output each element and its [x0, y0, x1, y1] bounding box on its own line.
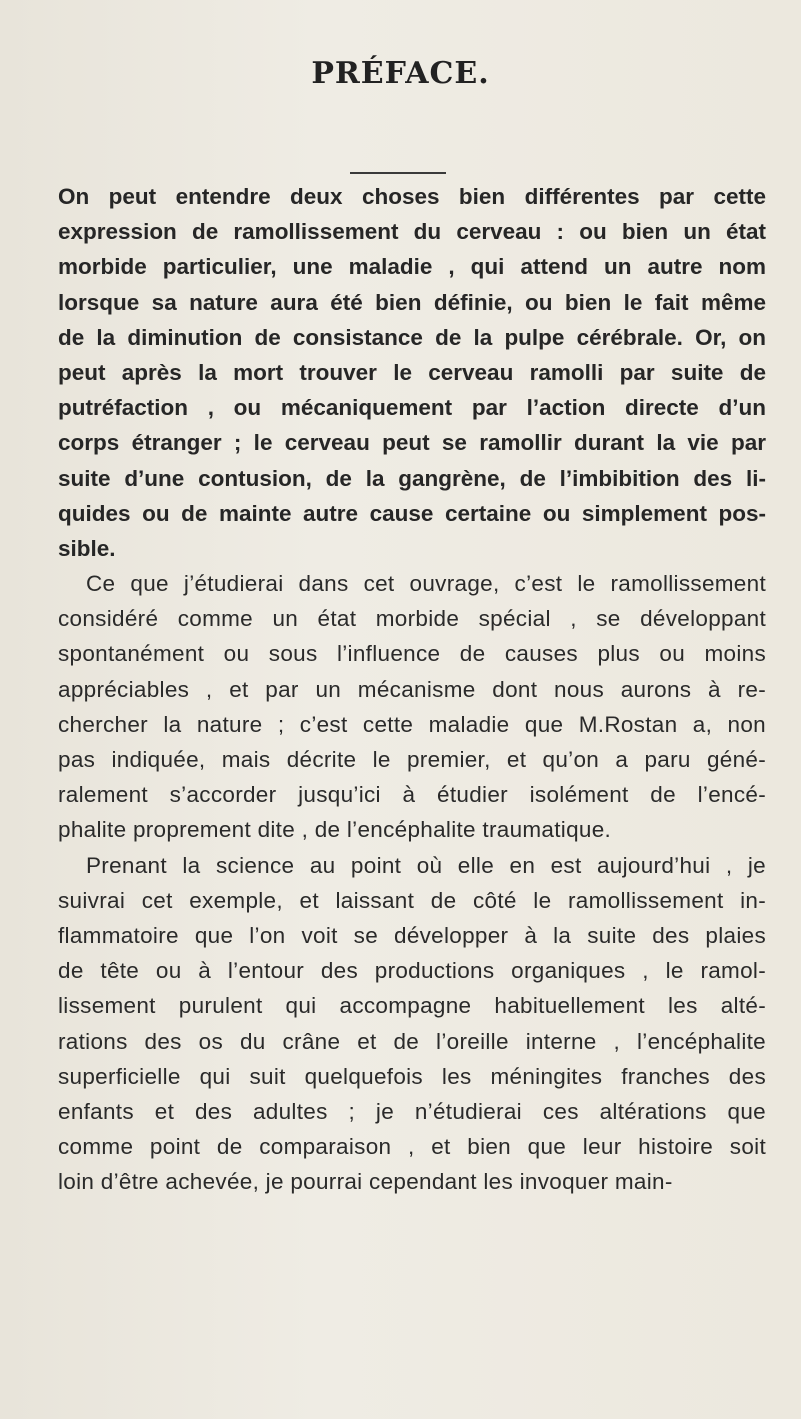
- paragraph-3-line: superficielle qui suit quelquefois les méningites franches des: [58, 1063, 766, 1089]
- paragraph-3-line: rations des os du crâne et de l’oreille interne , l’encéphalite: [58, 1028, 766, 1054]
- paragraph-2-line: pas indiquée, mais décrite le premier, et qu’on a paru géné-: [58, 747, 766, 772]
- paragraph-1-line: de la diminution de consistance de la pulpe cérébrale. Or, on: [58, 324, 766, 350]
- body-text: [58, 179, 766, 1199]
- paragraph-2-line: considéré comme un état morbide spécial , se développant: [58, 606, 766, 632]
- paragraph-3-line: flammatoire que l’on voit se développer à la suite des plaies: [58, 922, 766, 948]
- paragraph-3-line: enfants et des adultes ; je n’étudierai ces altérations que: [58, 1098, 766, 1124]
- paragraph-1-line: quides ou de mainte autre cause certaine ou simplement pos-: [58, 500, 766, 526]
- paragraph-1-line: suite d’une contusion, de la gangrène, de l’imbibition des li-: [58, 465, 766, 491]
- paragraph-3-line: comme point de comparaison , et bien que leur histoire soit: [58, 1134, 766, 1160]
- paragraph-1-line: sible.: [58, 535, 116, 561]
- paragraph-2-line: Ce que j’étudierai dans cet ouvrage, c’est le ramollissement: [86, 571, 766, 597]
- paragraph-1-line: morbide particulier, une maladie , qui attend un autre nom: [58, 254, 766, 280]
- page-title: PRÉFACE.: [311, 56, 490, 91]
- paragraph-1-line: lorsque sa nature aura été bien définie, ou bien le fait même: [58, 289, 766, 315]
- paragraph-1-line: On peut entendre deux choses bien différentes par cette: [58, 184, 766, 209]
- paragraph-1-line: corps étranger ; le cerveau peut se ramollir durant la vie par: [58, 430, 766, 456]
- paragraph-2-line: phalite proprement dite , de l’encéphalite traumatique.: [58, 817, 612, 843]
- paragraph-2-line: spontanément ou sous l’influence de causes plus ou moins: [58, 641, 766, 667]
- paragraph-3-line: suivrai cet exemple, et laissant de côté le ramollissement in-: [58, 887, 766, 913]
- paragraph-3-line: lissement purulent qui accompagne habituellement les alté-: [58, 993, 766, 1019]
- paragraph-2-line: ralement s’accorder jusqu’ici à étudier isolément de l’encé-: [58, 782, 766, 808]
- paragraph-2-line: chercher la nature ; c’est cette maladie que M.Rostan a, non: [58, 711, 766, 737]
- paragraph-1-line: peut après la mort trouver le cerveau ramolli par suite de: [58, 359, 766, 385]
- paragraph-3-line: Prenant la science au point où elle en est aujourd’hui , je: [86, 852, 766, 878]
- paragraph-2-line: appréciables , et par un mécanisme dont nous aurons à re-: [58, 676, 766, 702]
- paragraph-1-line: putréfaction , ou mécaniquement par l’action directe d’un: [58, 395, 766, 421]
- paragraph-1-line: expression de ramollissement du cerveau : ou bien un état: [58, 219, 766, 245]
- paragraph-3-line: loin d’être achevée, je pourrai cependant les invoquer main-: [58, 1169, 673, 1195]
- title-divider: [350, 172, 446, 174]
- paragraph-3-line: de tête ou à l’entour des productions organiques , le ramol-: [58, 958, 766, 984]
